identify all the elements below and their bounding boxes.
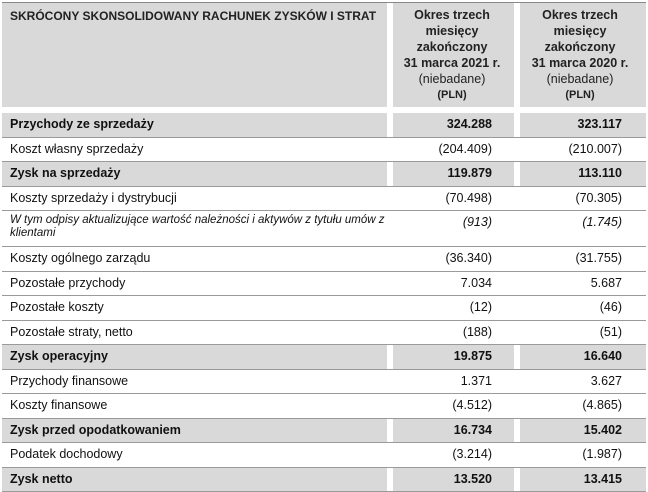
table-row: Zysk na sprzedaży 119.879 113.110	[2, 162, 646, 187]
table-header	[2, 2, 646, 107]
table-row: Koszty ogólnego zarządu (36.340) (31.755)	[2, 247, 646, 272]
table-row: Podatek dochodowy (3.214) (1.987)	[2, 443, 646, 468]
table-row: Koszt własny sprzedaży (204.409) (210.007)	[2, 138, 646, 163]
column-header-2021: Okres trzech miesięcy zakończony 31 marca 2021 r. (niebadane) (PLN)	[394, 7, 510, 103]
table-row: Przychody finansowe 1.371 3.627	[2, 370, 646, 395]
table-row: Zysk netto 13.520 13.415	[2, 468, 646, 492]
table-row: Koszty finansowe (4.512) (4.865)	[2, 394, 646, 419]
column-separator	[514, 3, 520, 107]
table-row: Pozostałe straty, netto (188) (51)	[2, 321, 646, 346]
table-row: Pozostałe przychody 7.034 5.687	[2, 272, 646, 297]
column-header-2020: Okres trzech miesięcy zakończony 31 marca 2020 r. (niebadane) (PLN)	[522, 7, 638, 103]
table-row: Zysk przed opodatkowaniem 16.734 15.402	[2, 419, 646, 444]
table-row: W tym odpisy aktualizujące wartość należności i aktywów z tytułu umów z klientami (913) (1.745)	[2, 211, 646, 247]
column-separator	[387, 3, 393, 107]
table-title: SKRÓCONY SKONSOLIDOWANY RACHUNEK ZYSKÓW I STRAT	[10, 9, 376, 23]
table-row: Zysk operacyjny 19.875 16.640	[2, 345, 646, 370]
table-row: Przychody ze sprzedaży 324.288 323.117	[2, 113, 646, 138]
table-row: Pozostałe koszty (12) (46)	[2, 296, 646, 321]
table-row: Koszty sprzedaży i dystrybucji (70.498) (70.305)	[2, 187, 646, 212]
income-statement-table	[2, 2, 646, 492]
